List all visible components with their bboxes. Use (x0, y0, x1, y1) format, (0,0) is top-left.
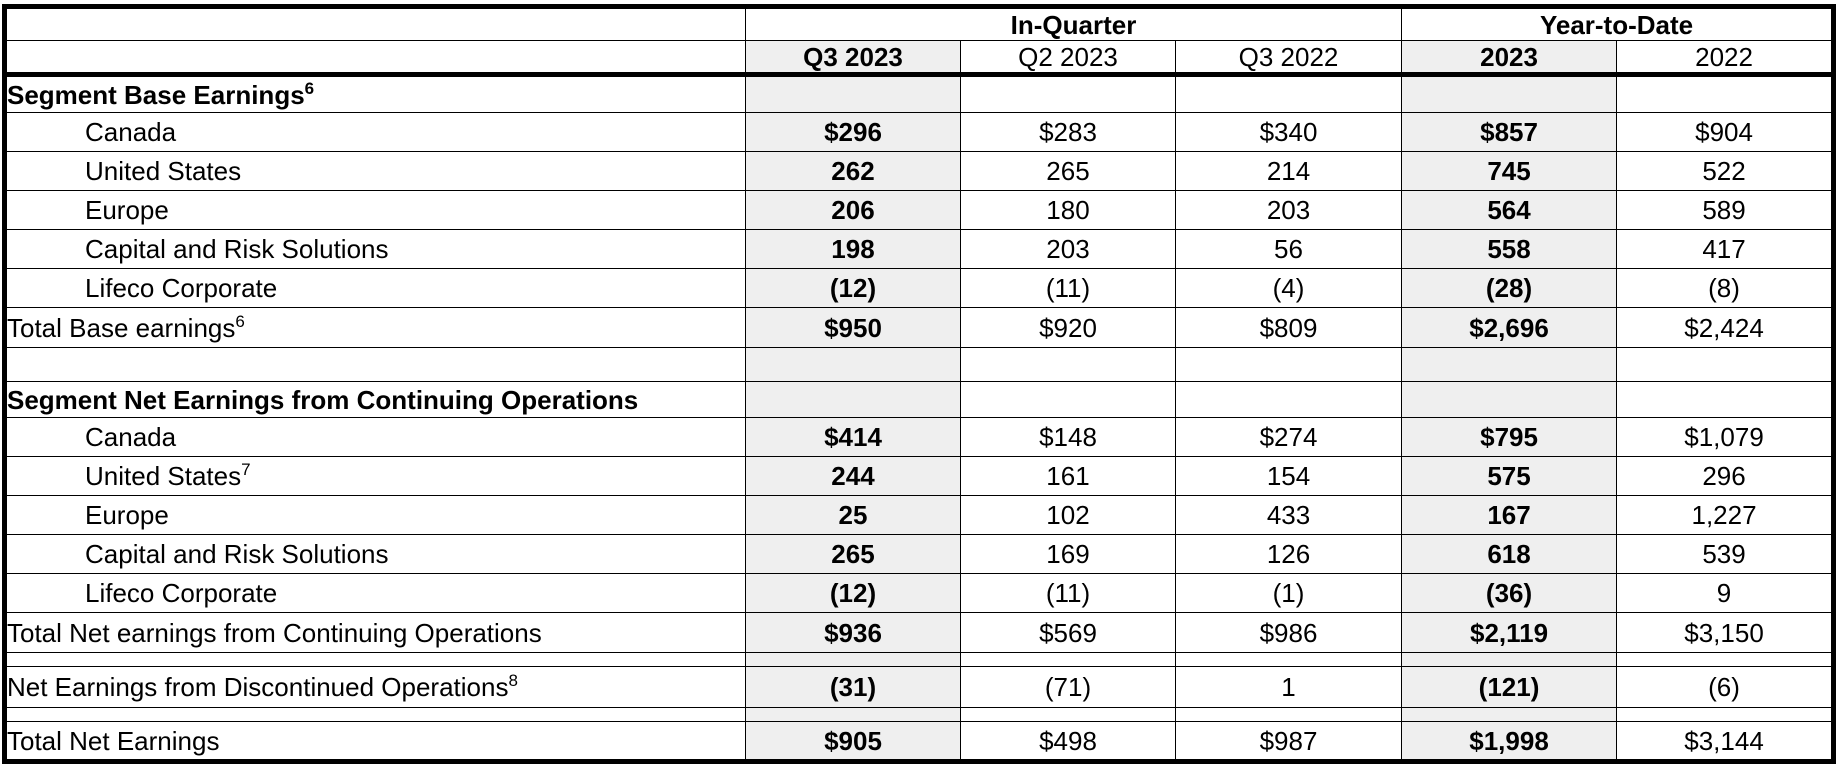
column-header-row (5, 41, 1834, 75)
cell: $809 (1176, 308, 1402, 348)
cell: (12) (746, 574, 961, 613)
cell: 265 (961, 152, 1176, 191)
cell: 262 (746, 152, 961, 191)
col-header: 2022 (1617, 41, 1834, 75)
group-header-row (5, 7, 1834, 41)
in-quarter-header: In-Quarter (746, 7, 1402, 41)
cell: (1) (1176, 574, 1402, 613)
footnote-ref: 6 (235, 311, 245, 331)
cell: $2,696 (1402, 308, 1617, 348)
cell: 167 (1402, 496, 1617, 535)
cell: 56 (1176, 230, 1402, 269)
section-heading: Segment Base Earnings (7, 79, 305, 110)
cell: (28) (1402, 269, 1617, 308)
cell: $904 (1617, 113, 1834, 152)
cell: $2,424 (1617, 308, 1834, 348)
cell: (8) (1617, 269, 1834, 308)
ytd-header: Year-to-Date (1402, 7, 1834, 41)
cell: 265 (746, 535, 961, 574)
cell: (6) (1617, 667, 1834, 708)
row-label: Total Net earnings from Continuing Operations (5, 613, 746, 653)
cell: $148 (961, 418, 1176, 457)
table-row (5, 496, 1834, 535)
cell: $2,119 (1402, 613, 1617, 653)
section-heading-row (5, 382, 1834, 418)
col-header: 2023 (1402, 41, 1617, 75)
cell: (11) (961, 574, 1176, 613)
cell: $920 (961, 308, 1176, 348)
cell: 214 (1176, 152, 1402, 191)
cell: $498 (961, 722, 1176, 762)
cell: 575 (1402, 457, 1617, 496)
cell: 564 (1402, 191, 1617, 230)
cell: $3,150 (1617, 613, 1834, 653)
footnote-ref: 6 (304, 78, 315, 98)
spacer-row (5, 348, 1834, 382)
total-row (5, 308, 1834, 348)
row-label: United States (85, 461, 242, 491)
cell: 169 (961, 535, 1176, 574)
table-row (5, 230, 1834, 269)
cell: 102 (961, 496, 1176, 535)
grand-total-row (5, 722, 1834, 762)
col-header: Q3 2022 (1176, 41, 1402, 75)
discontinued-row (5, 667, 1834, 708)
table-row (5, 191, 1834, 230)
spacer-row (5, 708, 1834, 722)
cell: (12) (746, 269, 961, 308)
row-label: Europe (5, 496, 746, 535)
cell: $3,144 (1617, 722, 1834, 762)
cell: 1 (1176, 667, 1402, 708)
table-row (5, 418, 1834, 457)
col-header: Q2 2023 (961, 41, 1176, 75)
cell: 618 (1402, 535, 1617, 574)
row-label: Europe (5, 191, 746, 230)
row-label: Total Base earnings (7, 312, 236, 343)
cell: 296 (1617, 457, 1834, 496)
cell: 522 (1617, 152, 1834, 191)
cell: (36) (1402, 574, 1617, 613)
footnote-ref: 8 (508, 671, 518, 690)
cell: 433 (1176, 496, 1402, 535)
table-row (5, 152, 1834, 191)
earnings-table (2, 4, 1836, 764)
section-heading: Segment Net Earnings from Continuing Operations (5, 382, 746, 418)
cell: $936 (746, 613, 961, 653)
cell: $274 (1176, 418, 1402, 457)
cell: (11) (961, 269, 1176, 308)
row-label: Net Earnings from Discontinued Operations (7, 672, 509, 702)
section-heading-row (5, 75, 1834, 113)
cell: $569 (961, 613, 1176, 653)
cell: $986 (1176, 613, 1402, 653)
cell: 180 (961, 191, 1176, 230)
table-row (5, 113, 1834, 152)
cell: $296 (746, 113, 961, 152)
cell: $795 (1402, 418, 1617, 457)
table-row (5, 457, 1834, 496)
spacer-row (5, 653, 1834, 667)
cell: (31) (746, 667, 961, 708)
cell: 203 (961, 230, 1176, 269)
cell: $950 (746, 308, 961, 348)
row-label: Total Net Earnings (5, 722, 746, 762)
cell: (4) (1176, 269, 1402, 308)
cell: $987 (1176, 722, 1402, 762)
row-label: Capital and Risk Solutions (5, 230, 746, 269)
total-row (5, 613, 1834, 653)
table-row (5, 269, 1834, 308)
col-header: Q3 2023 (746, 41, 961, 75)
row-label: Lifeco Corporate (5, 269, 746, 308)
table-row (5, 574, 1834, 613)
cell: 558 (1402, 230, 1617, 269)
cell: $340 (1176, 113, 1402, 152)
row-label: United States (5, 152, 746, 191)
cell: $905 (746, 722, 961, 762)
cell: 417 (1617, 230, 1834, 269)
table-row (5, 535, 1834, 574)
cell: 206 (746, 191, 961, 230)
cell: $857 (1402, 113, 1617, 152)
cell: 161 (961, 457, 1176, 496)
row-label: Canada (5, 418, 746, 457)
cell: $1,079 (1617, 418, 1834, 457)
cell: $1,998 (1402, 722, 1617, 762)
row-label: Capital and Risk Solutions (5, 535, 746, 574)
cell: 589 (1617, 191, 1834, 230)
cell: 154 (1176, 457, 1402, 496)
footnote-ref: 7 (241, 460, 251, 479)
row-label: Lifeco Corporate (5, 574, 746, 613)
cell: (71) (961, 667, 1176, 708)
cell: 244 (746, 457, 961, 496)
cell: 198 (746, 230, 961, 269)
cell: 1,227 (1617, 496, 1834, 535)
cell: 745 (1402, 152, 1617, 191)
cell: $414 (746, 418, 961, 457)
cell: 126 (1176, 535, 1402, 574)
cell: 203 (1176, 191, 1402, 230)
corner-cell (5, 7, 746, 41)
cell: $283 (961, 113, 1176, 152)
cell: 25 (746, 496, 961, 535)
cell: 539 (1617, 535, 1834, 574)
cell: 9 (1617, 574, 1834, 613)
cell: (121) (1402, 667, 1617, 708)
row-label: Canada (5, 113, 746, 152)
